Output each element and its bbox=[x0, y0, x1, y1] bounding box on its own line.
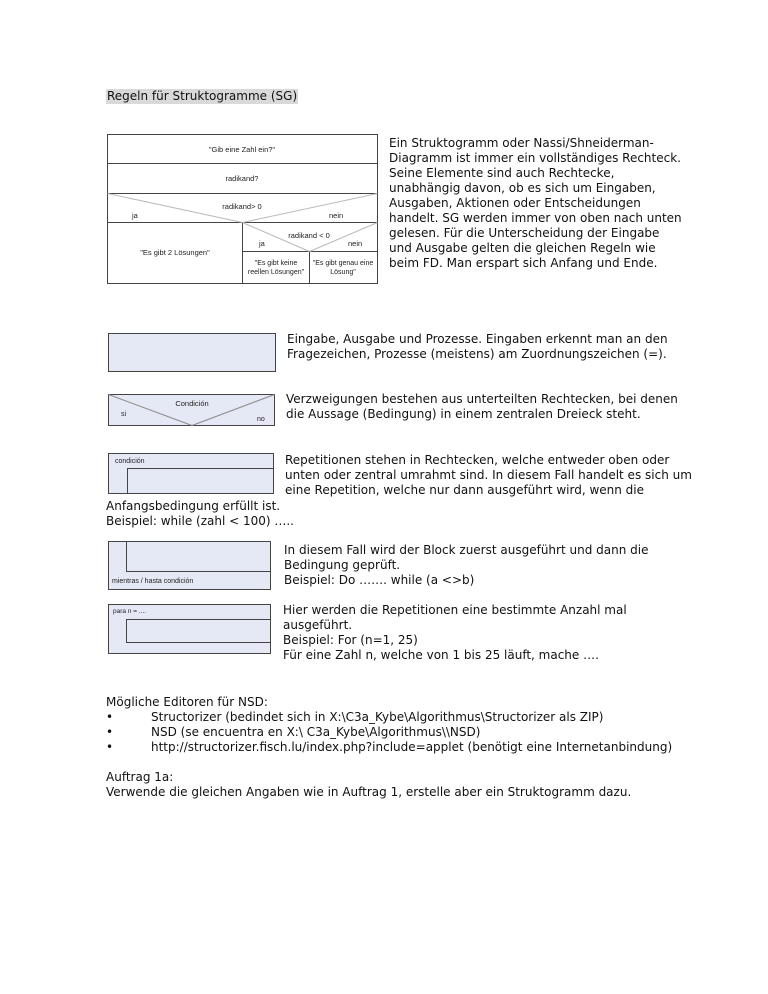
dowhile-description: In diesem Fall wird der Block zuerst ausgeführt und dann die Bedingung geprüft. Beispiel: Do ……. while (a <>b) bbox=[284, 543, 649, 587]
for-description: Hier werden die Repetitionen eine bestimmte Anzahl mal ausgeführt. Beispiel: For (n=1, 25) Für eine Zahl n, welche von 1 bis 25 läuft, mache …. bbox=[283, 603, 627, 662]
condition-no-label: nein bbox=[329, 211, 344, 220]
condition2-yes-label: ja bbox=[259, 239, 265, 248]
leaf-no-solution-line2: reellen Lösungen" bbox=[247, 269, 305, 276]
dowhile-block bbox=[108, 541, 272, 591]
for-block bbox=[108, 604, 272, 655]
page-title: Regeln für Struktogramme (SG) bbox=[107, 89, 298, 103]
branch-block bbox=[108, 394, 276, 427]
while-description-continued: Anfangsbedingung erfüllt ist. Beispiel: while (zahl < 100) ….. bbox=[106, 499, 294, 528]
branch-two-solutions: "Es gibt 2 Lösungen" bbox=[140, 248, 210, 257]
editors-heading: Mögliche Editoren für NSD: bbox=[106, 695, 268, 709]
step-radikand: radikand? bbox=[225, 174, 259, 183]
branch-no-label: no bbox=[257, 416, 265, 423]
dowhile-condition-label: mientras / hasta condición bbox=[112, 578, 194, 585]
bullet-icon: • bbox=[106, 710, 114, 724]
bullet-icon: • bbox=[106, 725, 114, 739]
intro-paragraph: Ein Struktogramm oder Nassi/Shneiderman- Diagramm ist immer ein vollständiges Rechteck. Seine Elemente sind auch Rechtecke, unabhängig davon, ob es sich um Eingaben, Ausgaben, Aktionen oder Entscheidungen handelt. SG werden immer von oben nach unten gelesen. Für die Unterscheidung der Eingabe und Ausgabe gelten die gleichen Regeln wie beim FD. Man erspart sich Anfang und Ende. bbox=[389, 136, 682, 270]
leaf-no-solution-line1: "Es gibt keine bbox=[254, 260, 298, 267]
task-text: Verwende die gleichen Angaben wie in Auftrag 1, erstelle aber ein Struktogramm dazu. bbox=[106, 785, 632, 799]
step-input-prompt: "Gib eine Zahl ein?" bbox=[208, 145, 276, 154]
while-description: Repetitionen stehen in Rechtecken, welche entweder oben oder unten oder zentral umrahmt sind. In diesem Fall handelt es sich um eine Repetition, welche nur dann ausgeführt wird, wenn die bbox=[285, 453, 692, 497]
leaf-one-solution-line1: "Es gibt genau eine bbox=[312, 260, 374, 267]
condition-yes-label: ja bbox=[132, 211, 138, 220]
example-structogram bbox=[107, 134, 379, 285]
bullet-icon: • bbox=[106, 740, 114, 754]
process-block bbox=[108, 333, 277, 373]
branch-yes-label: si bbox=[121, 411, 127, 418]
branch-condition-label: Condición bbox=[175, 399, 209, 408]
condition2-no-label: nein bbox=[348, 239, 363, 248]
while-block bbox=[108, 453, 275, 495]
leaf-one-solution-line2: Lösung" bbox=[330, 269, 356, 276]
branch-description: Verzweigungen bestehen aus unterteilten Rechtecken, bei denen die Aussage (Bedingung) in einem zentralen Dreieck steht. bbox=[286, 392, 678, 421]
for-condition-label: para n = .... bbox=[113, 608, 147, 615]
task-heading: Auftrag 1a: bbox=[106, 770, 174, 784]
condition-negative: radikand < 0 bbox=[288, 231, 330, 240]
condition-positive: radikand> 0 bbox=[222, 202, 262, 211]
while-condition-label: condición bbox=[115, 458, 145, 465]
process-description: Eingabe, Ausgabe und Prozesse. Eingaben erkennt man an den Fragezeichen, Prozesse (meistens) am Zuordnungszeichen (=). bbox=[287, 332, 668, 361]
